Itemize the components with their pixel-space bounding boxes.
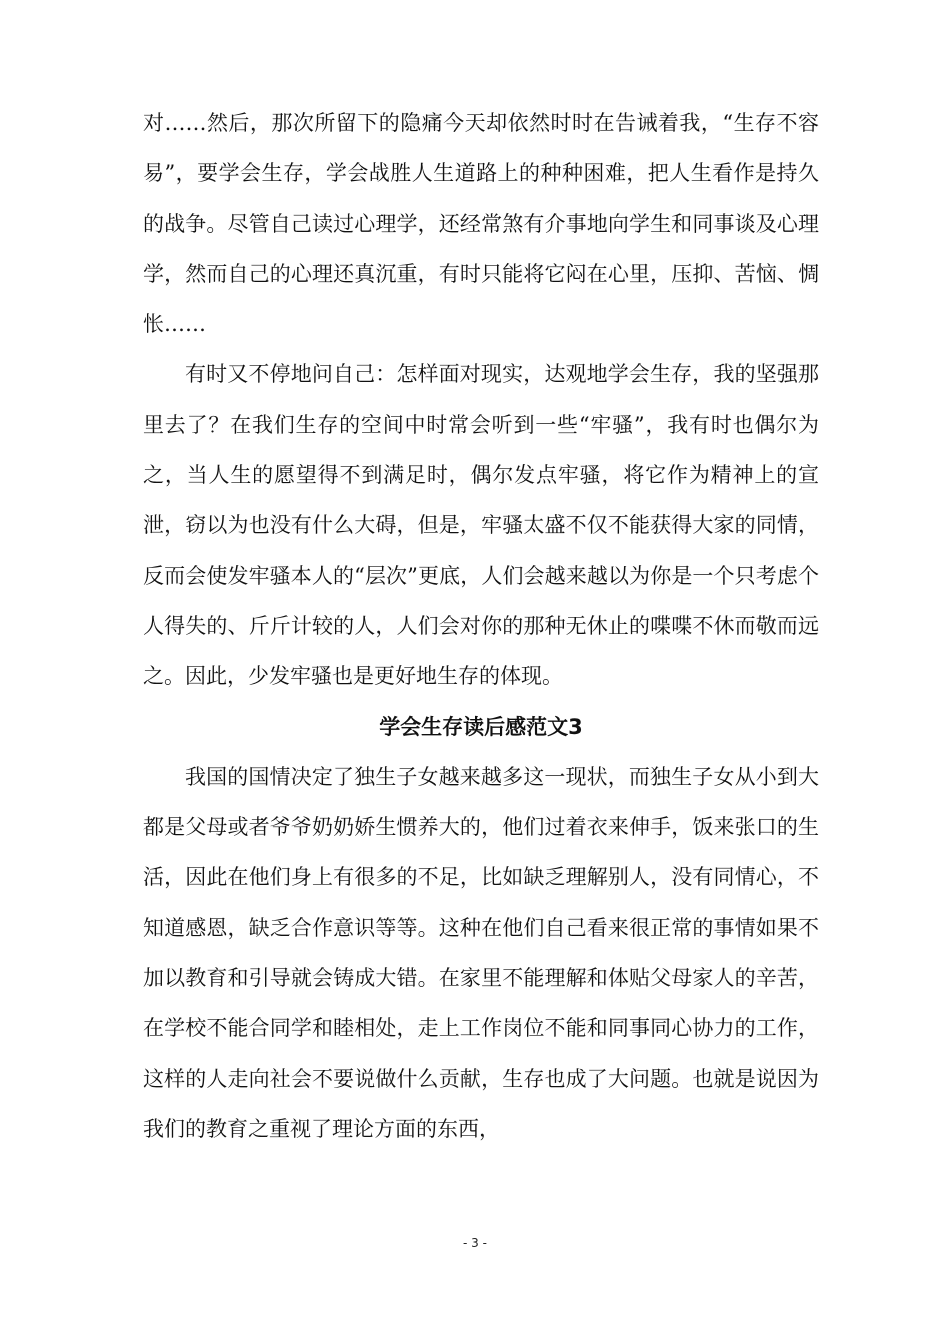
document-body <box>143 98 819 1154</box>
paragraph-continued: 对……然后，那次所留下的隐痛今天却依然时时在告诫着我，“生存不容易”，要学会生存，学会战胜人生道路上的种种困难，把人生看作是持久的战争。尽管自己读过心理学，还经常煞有介事地向学生和同事谈及心理学，然而自己的心理还真沉重，有时只能将它闷在心里，压抑、苦恼、惆怅…… <box>143 111 819 337</box>
paragraph-complaints: 有时又不停地问自己：怎样面对现实，达观地学会生存，我的坚强那里去了？在我们生存的空间中时常会听到一些“牢骚”，我有时也偶尔为之，当人生的愿望得不到满足时，偶尔发点牢骚，将它作为精神上的宣泄，窃以为也没有什么大碍，但是，牢骚太盛不仅不能获得大家的同情，反而会使发牢骚本人的“层次”更底，人们会越来越以为你是一个只考虑个人得失的、斤斤计较的人，人们会对你的那种无休止的喋喋不休而敬而远之。因此，少发牢骚也是更好地生存的体现。 <box>143 362 819 689</box>
page-number: - 3 - <box>463 1236 487 1250</box>
section-heading: 学会生存读后感范文3 <box>379 714 583 739</box>
paragraph-only-children: 我国的国情决定了独生子女越来越多这一现状，而独生子女从小到大都是父母或者爷爷奶奶娇生惯养大的，他们过着衣来伸手，饭来张口的生活，因此在他们身上有很多的不足，比如缺乏理解别人，没有同情心，不知道感恩，缺乏合作意识等等。这种在他们自己看来很正常的事情如果不加以教育和引导就会铸成大错。在家里不能理解和体贴父母家人的辛苦，在学校不能合同学和睦相处，走上工作岗位不能和同事同心协力的工作，这样的人走向社会不要说做什么贡献，生存也成了大问题。也就是说因为我们的教育之重视了理论方面的东西， <box>143 764 819 1141</box>
